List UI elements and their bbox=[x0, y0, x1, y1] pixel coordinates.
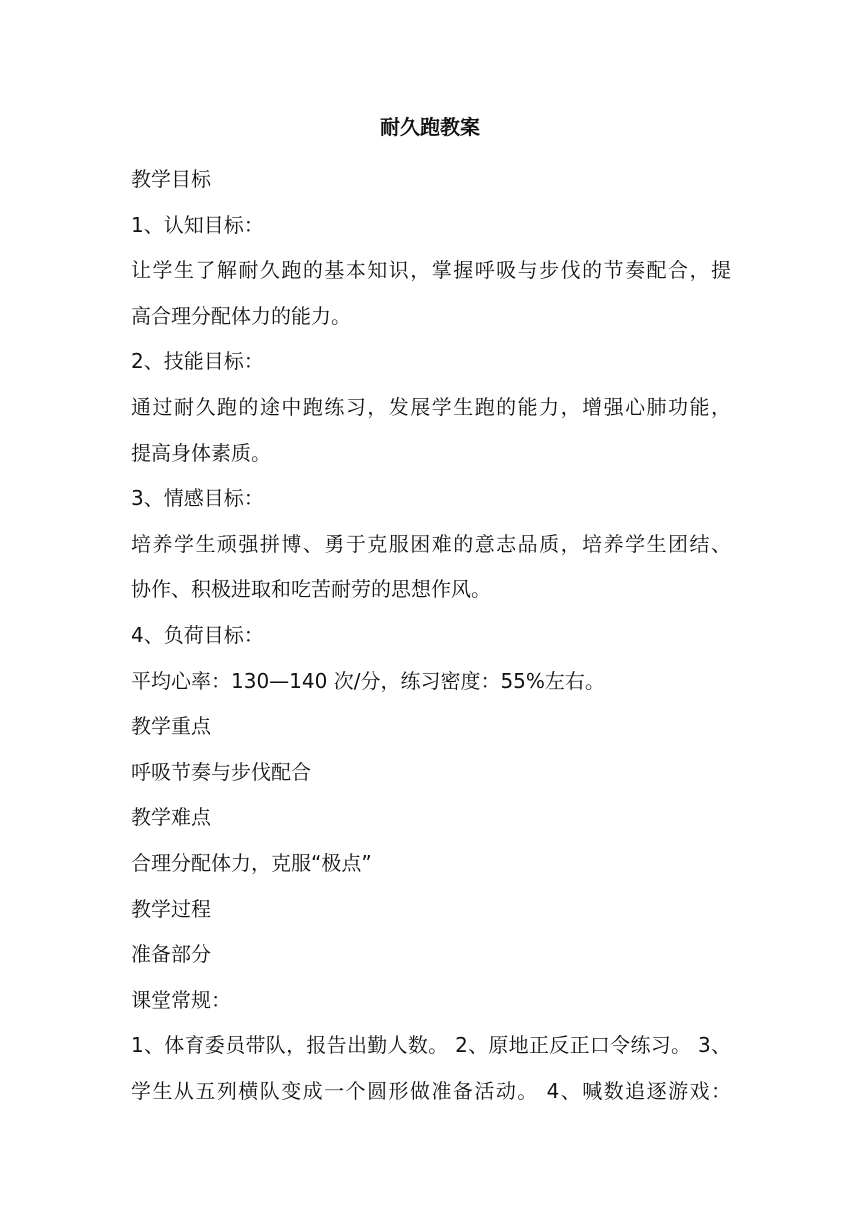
document-title: 耐久跑教案 bbox=[380, 115, 480, 139]
heading-teaching-focus: 教学重点 bbox=[131, 714, 211, 739]
document-body bbox=[131, 157, 731, 1114]
paragraph-line: 高合理分配体力的能力。 bbox=[131, 303, 351, 328]
subheading-skill-goal: 2、技能目标： bbox=[131, 349, 264, 374]
paragraph-line: 1、体育委员带队，报告出勤人数。 2、原地正反正口令练习。 3、 bbox=[131, 1033, 731, 1058]
heading-class-routine: 课堂常规： bbox=[131, 987, 231, 1012]
subheading-emotional-goal: 3、情感目标： bbox=[131, 486, 264, 511]
heading-teaching-difficulty: 教学难点 bbox=[131, 805, 211, 830]
paragraph-line: 提高身体素质。 bbox=[131, 440, 271, 465]
heading-teaching-goals: 教学目标 bbox=[131, 167, 211, 191]
heading-preparation: 准备部分 bbox=[131, 942, 211, 967]
paragraph-line: 通过耐久跑的途中跑练习，发展学生跑的能力，增强心肺功能， bbox=[131, 394, 731, 419]
paragraph-line: 让学生了解耐久跑的基本知识，掌握呼吸与步伐的节奏配合，提 bbox=[131, 258, 731, 283]
paragraph-line: 呼吸节奏与步伐配合 bbox=[131, 759, 311, 784]
paragraph-line: 协作、积极进取和吃苦耐劳的思想作风。 bbox=[131, 577, 491, 602]
subheading-load-goal: 4、负荷目标： bbox=[131, 622, 264, 647]
paragraph-line: 培养学生顽强拼博、勇于克服困难的意志品质，培养学生团结、 bbox=[131, 531, 731, 556]
paragraph-line: 平均心率：130—140 次/分，练习密度：55%左右。 bbox=[131, 668, 605, 693]
paragraph-line: 学生从五列横队变成一个圆形做准备活动。 4、喊数追逐游戏： bbox=[131, 1078, 731, 1103]
subheading-cognitive-goal: 1、认知目标： bbox=[131, 212, 264, 237]
heading-teaching-process: 教学过程 bbox=[131, 896, 211, 921]
paragraph-line: 合理分配体力，克服“极点” bbox=[131, 850, 372, 875]
